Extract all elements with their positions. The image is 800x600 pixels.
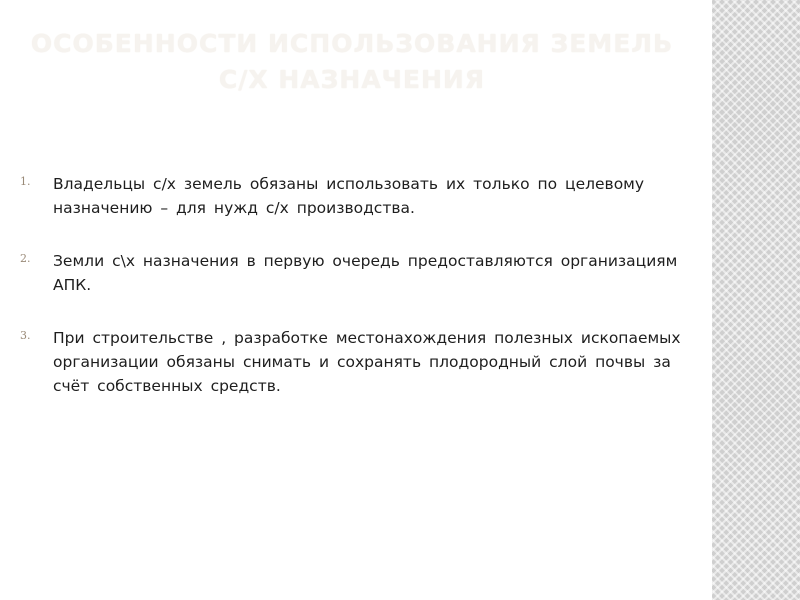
- list-item: [20, 172, 700, 220]
- decorative-side-strip: [712, 0, 800, 600]
- slide-title-line-2: С/Х НАЗНАЧЕНИЯ: [218, 65, 486, 94]
- list-item-text: При строительстве , разработке местонахождения полезных ископаемых организации обязаны снимать и сохранять плодородный слой почвы за счёт собственных средств.: [53, 329, 681, 395]
- list-item-text: Земли с\х назначения в первую очередь предоставляются организациям АПК.: [53, 252, 678, 294]
- slide-title-line-1: ОСОБЕННОСТИ ИСПОЛЬЗОВАНИЯ ЗЕМЕЛЬ: [30, 29, 674, 58]
- list-item-text: Владельцы с/х земель обязаны использовать их только по целевому назначению – для нужд с/х производства.: [53, 175, 645, 217]
- list-item: [20, 249, 700, 297]
- slide-title: [18, 26, 686, 98]
- list-item-number: 1.: [20, 175, 31, 188]
- list-item-number: 3.: [20, 329, 31, 342]
- list-item-number: 2.: [20, 252, 31, 265]
- numbered-list: [20, 172, 700, 427]
- list-item: [20, 326, 700, 398]
